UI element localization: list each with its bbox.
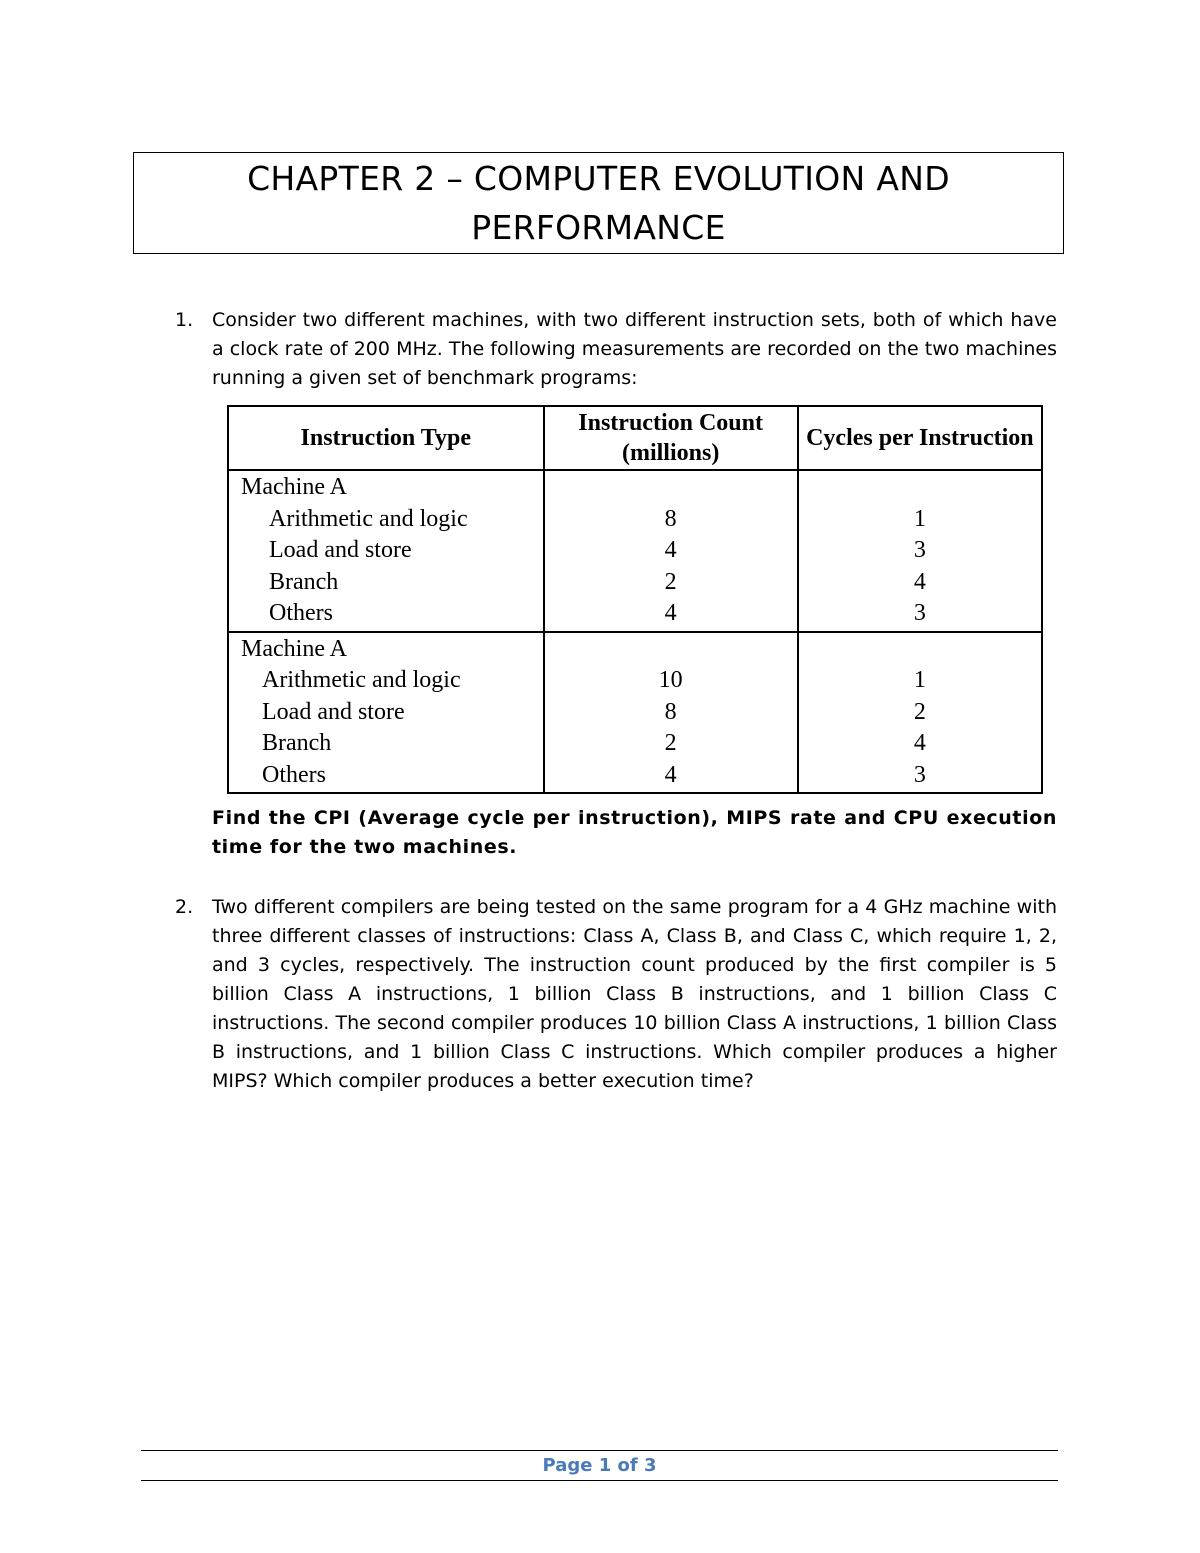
question-2-number: 2. — [175, 896, 194, 918]
table-row-type: Load and store — [262, 698, 405, 725]
question-2 — [175, 893, 1057, 1096]
table-row-cpi: 2 — [913, 698, 926, 725]
question-1-text: Consider two different machines, with two different instruction sets, both of which have a clock rate of 200 MHz. The following measurements are recorded on the two machines running a given set of benchmark programs: — [212, 309, 1057, 389]
table-header-row — [228, 406, 1042, 470]
table-group-2 — [228, 632, 1042, 794]
chapter-title-box — [133, 152, 1064, 254]
table-row-count: 10 — [658, 667, 683, 693]
group-2-machine-label: Machine A — [241, 635, 347, 662]
table-row-type: Others — [269, 600, 333, 626]
group-1-machine-label: Machine A — [241, 474, 347, 500]
benchmark-table — [227, 405, 1043, 794]
table-row-count: 2 — [664, 568, 677, 595]
table-row-type: Load and store — [269, 537, 412, 563]
table-row-count: 2 — [664, 730, 677, 756]
table-row-cpi: 4 — [913, 568, 926, 595]
question-1 — [175, 306, 1057, 393]
table-row-count: 4 — [664, 600, 677, 626]
question-1-task: Find the CPI (Average cycle per instruction), MIPS rate and CPU execution time for the two machines. — [212, 807, 1057, 858]
table-row-type: Others — [262, 761, 326, 788]
table-row-cpi: 3 — [913, 761, 926, 788]
table-row-cpi: 4 — [913, 730, 926, 756]
table-row-count: 4 — [664, 537, 677, 563]
table-row-cpi: 3 — [913, 537, 926, 563]
table-row-type: Branch — [269, 568, 339, 595]
footer-bottom-rule — [141, 1480, 1058, 1481]
footer-top-rule — [141, 1450, 1058, 1451]
header-cycles-per-instruction: Cycles per Instruction — [798, 406, 1042, 470]
page-number: Page 1 of 3 — [542, 1455, 657, 1476]
chapter-title-line-1: CHAPTER 2 – COMPUTER EVOLUTION AND — [247, 159, 950, 198]
table-row-type: Branch — [262, 730, 332, 756]
header-instruction-type: Instruction Type — [228, 406, 544, 470]
table-row-cpi: 1 — [913, 667, 926, 693]
header-instruction-count: Instruction Count (millions) — [544, 406, 798, 470]
table-row-count: 4 — [664, 761, 677, 788]
chapter-title-line-2: PERFORMANCE — [471, 208, 726, 247]
question-1-number: 1. — [175, 309, 194, 331]
table-row-cpi: 1 — [913, 505, 926, 532]
table-row-count: 8 — [664, 505, 677, 532]
table-row-type: Arithmetic and logic — [269, 505, 468, 532]
table-row-cpi: 3 — [913, 600, 926, 626]
table-row-type: Arithmetic and logic — [262, 667, 461, 693]
table-group-1 — [228, 470, 1042, 632]
question-2-text: Two different compilers are being tested on the same program for a 4 GHz machine with three different classes of instructions: Class A, Class B, and Class C, which require 1, 2, and 3 cycles, respectively. The instruction count produced by the first compiler is 5 billion Class A instructions, 1 billion Class B instructions, and 1 billion Class C instructions. The second compiler produces 10 billion Class A instructions, 1 billion Class B instructions, and 1 billion Class C instructions. Which compiler produces a higher MIPS? Which compiler produces a better execution time? — [212, 896, 1057, 1092]
table-row-count: 8 — [664, 698, 677, 725]
